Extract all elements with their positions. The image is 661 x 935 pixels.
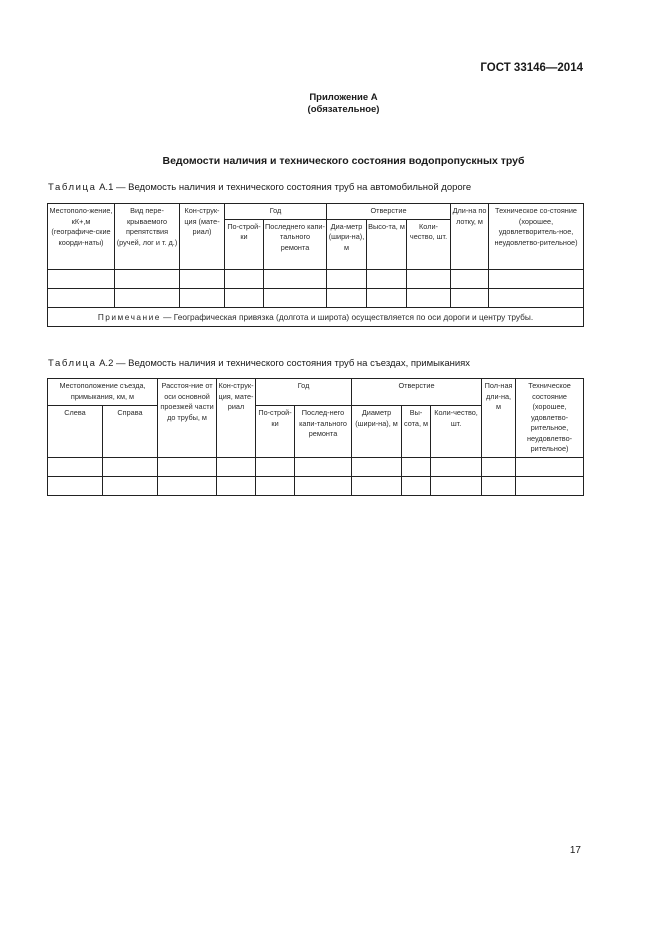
t2-header-distance: Расстоя-ние от оси основной проезжей части до трубы, м — [158, 379, 217, 458]
t1-header-diameter: Диа-метр (шири-на), м — [327, 219, 367, 269]
t2-header-year-built: По-строй-ки — [256, 406, 295, 458]
table-row — [48, 288, 584, 307]
t2-header-left: Слева — [48, 406, 103, 458]
t1-note-word: Примечание — [97, 311, 161, 322]
standard-number: ГОСТ 33146—2014 — [480, 62, 583, 74]
t2-header-right: Справа — [103, 406, 158, 458]
table2-caption-text: А.2 — Ведомость наличия и технического состояния труб на съездах, примыканиях — [99, 358, 471, 369]
t2-header-opening: Отверстие — [352, 379, 482, 406]
t1-header-year-built: По-строй-ки — [225, 219, 264, 269]
appendix-heading — [0, 92, 661, 116]
t1-header-count: Коли-чество, шт. — [407, 219, 451, 269]
t1-header-height: Высо-та, м — [367, 219, 407, 269]
t2-header-location: Местоположение съезда, примыкания, км, м — [48, 379, 158, 406]
t2-header-construction: Кон-струк-ция, мате-риал — [217, 379, 256, 458]
table-row — [48, 269, 584, 288]
t2-header-count: Коли-чество, шт. — [431, 406, 482, 458]
t2-header-year-repair: Послед-него капи-тального ремонта — [295, 406, 352, 458]
table1 — [47, 203, 584, 327]
table2-caption — [48, 358, 470, 369]
table2 — [47, 378, 584, 496]
table-row — [48, 458, 584, 477]
t1-header-construction: Кон-струк-ция (мате-риал) — [180, 204, 225, 270]
appendix-status: (обязательное) — [307, 104, 380, 115]
t2-header-height: Вы-сота, м — [402, 406, 431, 458]
table1-caption — [48, 182, 471, 193]
table-row — [48, 477, 584, 496]
t1-header-opening: Отверстие — [327, 204, 451, 220]
t1-header-year: Год — [225, 204, 327, 220]
t2-header-diameter: Диаметр (шири-на), м — [352, 406, 402, 458]
t2-header-year: Год — [256, 379, 352, 406]
appendix-title: Приложение А — [309, 92, 378, 103]
t1-header-year-repair: Последнего капи-тального ремонта — [264, 219, 327, 269]
table1-caption-word: Таблица — [48, 182, 97, 193]
t1-header-location: Местополо-жение, кК+,м (географиче-ские коорди-наты) — [48, 204, 115, 270]
page-number: 17 — [569, 845, 581, 856]
sheet-title — [0, 155, 661, 167]
t1-header-length: Дли-на по лотку, м — [451, 204, 489, 270]
t2-header-condition: Техническое состояние (хорошее, удовлетво-рительное, неудовлетво-рительное) — [516, 379, 584, 458]
table2-caption-word: Таблица — [48, 358, 97, 369]
table1-caption-text: А.1 — Ведомость наличия и технического состояния труб на автомобильной дороге — [99, 182, 472, 193]
t1-header-obstacle: Вид пере-крываемого препятствия (ручей, лог и т. д.) — [115, 204, 180, 270]
t1-note — [48, 307, 584, 327]
t1-note-text: — Географическая привязка (долгота и широта) осуществляется по оси дороги и центру трубы. — [163, 311, 534, 322]
sheet-title-text: Ведомости наличия и технического состояния водопропускных труб — [162, 155, 525, 167]
t1-header-condition: Техническое со-стояние (хорошее, удовлетворитель-ное, неудовлетво-рительное) — [489, 204, 584, 270]
t1-note-row — [48, 307, 584, 327]
t2-header-length: Пол-ная дли-на, м — [482, 379, 516, 458]
